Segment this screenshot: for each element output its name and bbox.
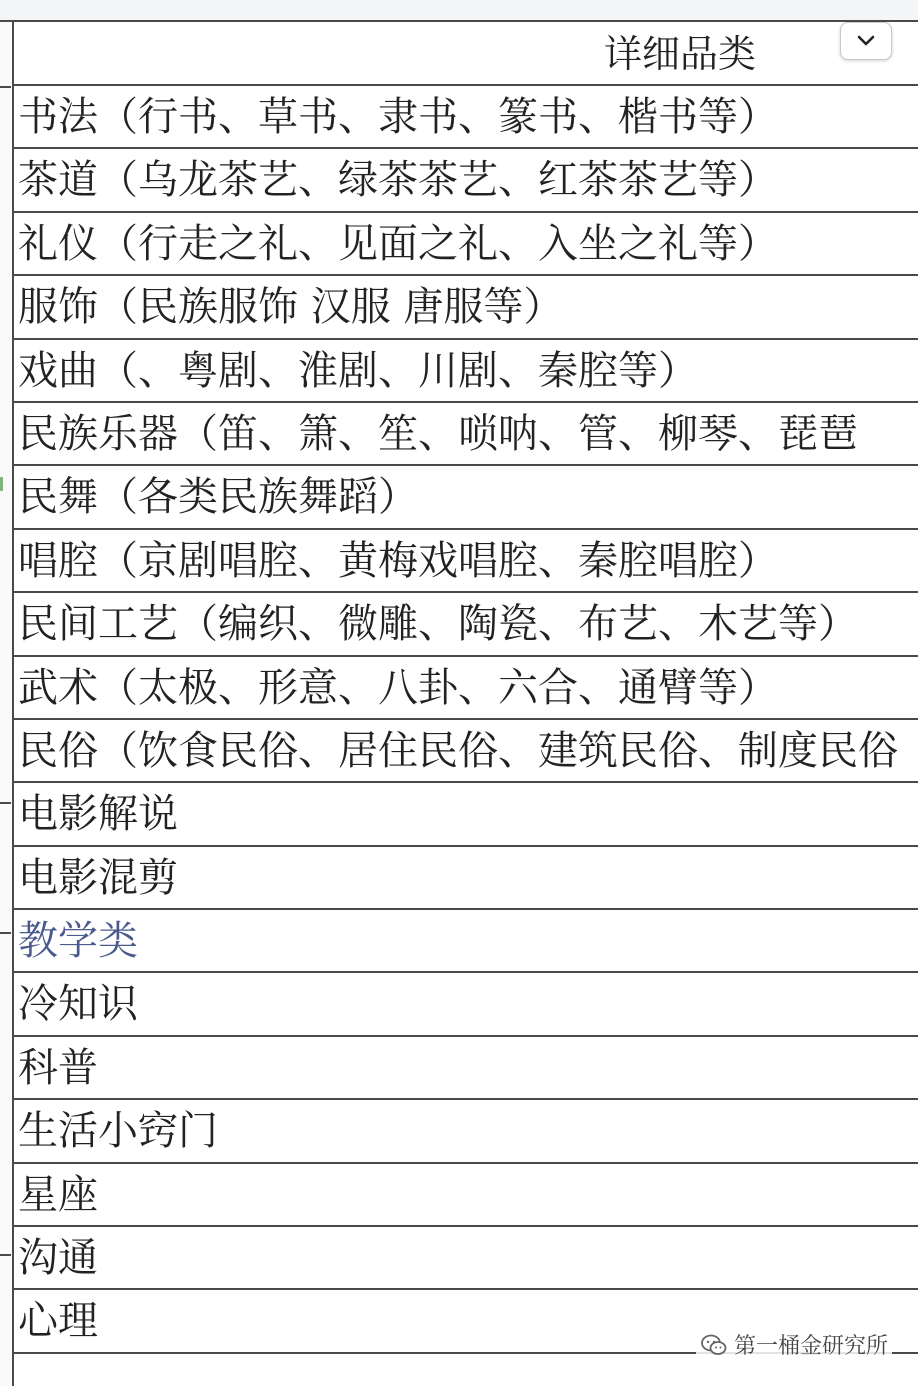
- table-row[interactable]: [14, 86, 918, 149]
- category-list: [14, 86, 918, 1354]
- category-label: 民俗（饮食民俗、居住民俗、建筑民俗、制度民俗: [18, 727, 898, 774]
- category-label: 书法（行书、草书、隶书、篆书、楷书等）: [18, 94, 778, 140]
- table-row[interactable]: [14, 847, 918, 910]
- category-label: 服饰（民族服饰 汉服 唐服等）: [18, 284, 564, 331]
- table-row[interactable]: [14, 1164, 918, 1227]
- category-label: 沟通: [18, 1235, 98, 1282]
- gutter-divider: [0, 932, 11, 934]
- category-label: 民族乐器（笛、箫、笙、唢呐、管、柳琴、琵琶: [18, 410, 858, 457]
- watermark-text: 第一桶金研究所: [733, 1334, 888, 1359]
- gutter-divider: [0, 1254, 11, 1256]
- category-label: 礼仪（行走之礼、见面之礼、入坐之礼等）: [18, 220, 778, 267]
- gutter-divider: [0, 802, 11, 804]
- column-header-title: 详细品类: [604, 32, 757, 76]
- category-label: 武术（太极、形意、八卦、六合、通臂等）: [18, 664, 778, 711]
- category-label: 冷知识: [18, 981, 138, 1028]
- category-label: 戏曲（、粤剧、淮剧、川剧、秦腔等）: [18, 347, 698, 394]
- category-label: 民间工艺（编织、微雕、陶瓷、布艺、木艺等）: [18, 601, 858, 648]
- category-label: 生活小窍门: [18, 1108, 218, 1155]
- table-row[interactable]: [14, 593, 918, 656]
- table-row[interactable]: [14, 1037, 918, 1100]
- category-label: 电影解说: [18, 791, 178, 838]
- column-filter-button[interactable]: [840, 22, 892, 60]
- table-row[interactable]: [14, 530, 918, 593]
- table-row[interactable]: [14, 1100, 918, 1163]
- category-label: 电影混剪: [18, 854, 178, 901]
- chevron-down-icon: [857, 35, 875, 47]
- row-gutter: [0, 22, 14, 1386]
- section-label: 教学类: [18, 918, 138, 965]
- gutter-divider: [0, 86, 11, 88]
- table-row[interactable]: [14, 973, 918, 1036]
- table-row[interactable]: [14, 783, 918, 846]
- table-row[interactable]: [14, 657, 918, 720]
- watermark: [696, 1327, 892, 1362]
- category-label: 唱腔（京剧唱腔、黄梅戏唱腔、秦腔唱腔）: [18, 537, 778, 584]
- sheet-top-edge: [0, 0, 918, 22]
- table-row[interactable]: [14, 276, 918, 339]
- category-label: 星座: [18, 1171, 98, 1218]
- table-row[interactable]: [14, 466, 918, 529]
- table-row[interactable]: [14, 213, 918, 276]
- table-row[interactable]: [14, 340, 918, 403]
- category-label: 茶道（乌龙茶艺、绿茶茶艺、红茶茶艺等）: [18, 157, 778, 204]
- category-label: 科普: [18, 1044, 98, 1091]
- category-label: 民舞（各类民族舞蹈）: [18, 474, 418, 521]
- category-label: 心理: [18, 1298, 98, 1345]
- table-row[interactable]: [14, 403, 918, 466]
- wechat-icon: [700, 1333, 728, 1357]
- table-row[interactable]: [14, 910, 918, 973]
- table-row[interactable]: [14, 1227, 918, 1290]
- table-row[interactable]: [14, 720, 918, 783]
- gutter-indicator: [0, 477, 3, 491]
- column-header: [14, 22, 918, 86]
- table-row[interactable]: [14, 149, 918, 212]
